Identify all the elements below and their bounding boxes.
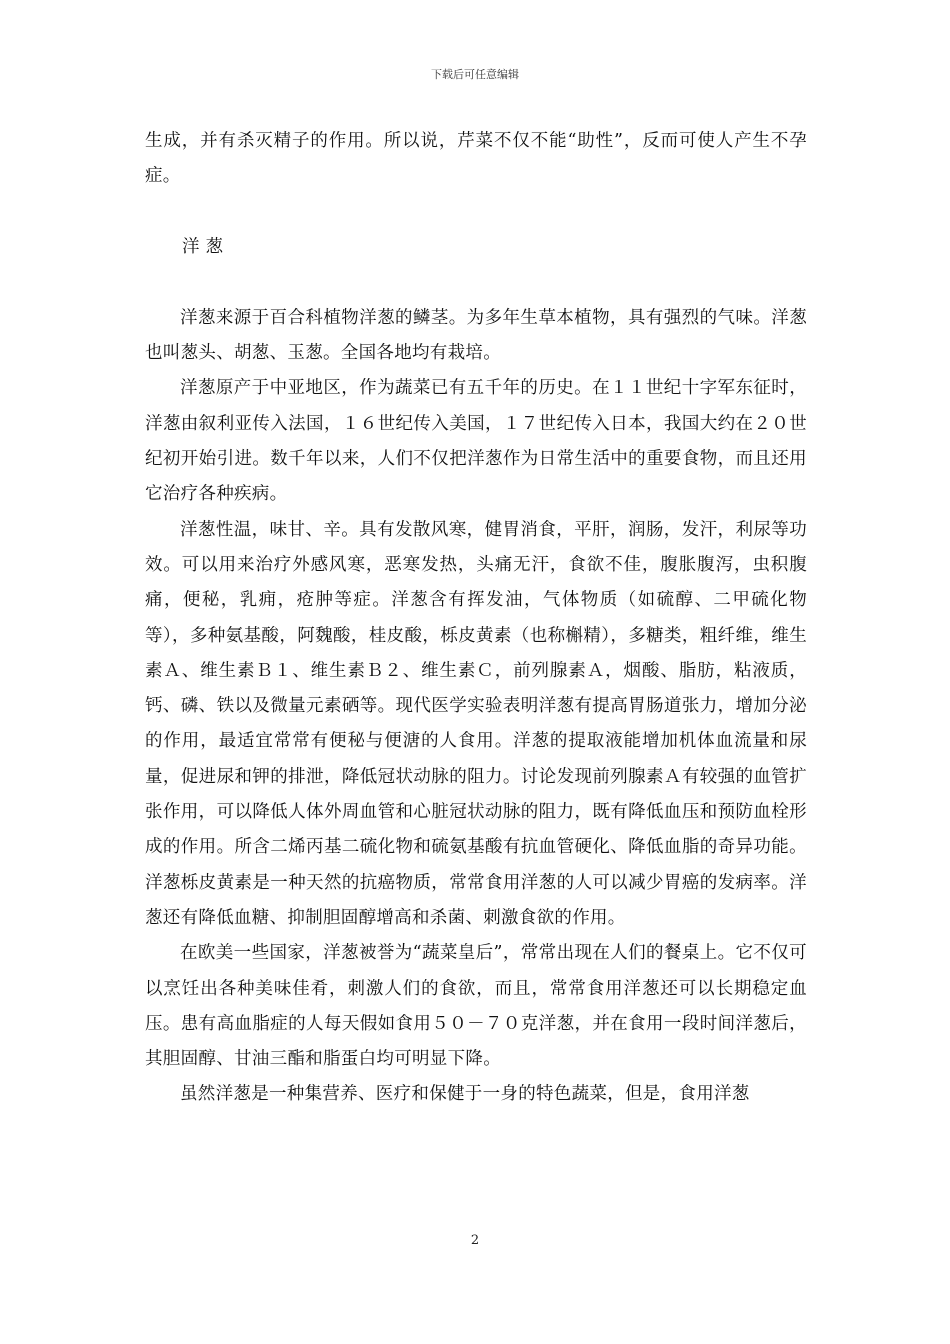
paragraph-4: 在欧美一些国家，洋葱被誉为“蔬菜皇后”，常常出现在人们的餐桌上。它不仅可以烹饪出各种美味佳肴，刺激人们的食欲，而且，常常食用洋葱还可以长期稳定血压。患有高血脂症的人每天假如食用５０－７０克洋葱，并在食用一段时间洋葱后，其胆固醇、甘油三酯和脂蛋白均可明显下降。: [145, 943, 807, 1070]
paragraph-5: 虽然洋葱是一种集营养、医疗和保健于一身的特色蔬菜，但是，食用洋葱: [180, 1084, 750, 1105]
section-heading: 洋葱: [182, 236, 229, 257]
spacer: [145, 265, 807, 301]
paragraph-intro: 生成，并有杀灭精子的作用。所以说，芹菜不仅不能“助性”，反而可使人产生不孕症。: [145, 131, 807, 187]
paragraph-1: 洋葱来源于百合科植物洋葱的鳞茎。为多年生草本植物，具有强烈的气味。洋葱也叫葱头、胡葱、玉葱。全国各地均有栽培。: [145, 307, 807, 364]
spacer: [145, 195, 807, 230]
paragraph-2: 洋葱原产于中亚地区，作为蔬菜已有五千年的历史。在１１世纪十字军东征时，洋葱由叙利亚传入法国，１６世纪传入美国，１７世纪传入日本，我国大约在２０世纪初开始引进。数千年以来，人们不仅把洋葱作为日常生活中的重要食物，而且还用它治疗各种疾病。: [145, 378, 807, 505]
paragraph-3: 洋葱性温，味甘、辛。具有发散风寒，健胃消食，平肝，润肠，发汗，利尿等功效。可以用来治疗外感风寒，恶寒发热，头痛无汗，食欲不佳，腹胀腹泻，虫积腹痛，便秘，乳痈，疮肿等症。洋葱含有挥发油，气体物质（如硫醇、二甲硫化物等），多种氨基酸，阿魏酸，桂皮酸，栎皮黄素（也称槲精），多糖类，粗纤维，维生素Ａ、维生素Ｂ１、维生素Ｂ２、维生素Ｃ，前列腺素Ａ，烟酸、脂肪，粘液质，钙、磷、铁以及微量元素硒等。现代医学实验表明洋葱有提高胃肠道张力，增加分泌的作用，最适宜常常有便秘与便溏的人食用。洋葱的提取液能增加机体血流量和尿量，促进尿和钾的排泄，降低冠状动脉的阻力。讨论发现前列腺素Ａ有较强的血管扩张作用，可以降低人体外周血管和心脏冠状动脉的阻力，既有降低血压和预防血栓形成的作用。所含二烯丙基二硫化物和硫氨基酸有抗血管硬化、降低血脂的奇异功能。洋葱栎皮黄素是一种天然的抗癌物质，常常食用洋葱的人可以减少胃癌的发病率。洋葱还有降低血糖、抑制胆固醇增高和杀菌、刺激食欲的作用。: [145, 519, 807, 928]
page-header: 下载后可任意编辑: [431, 68, 519, 81]
page-number: 2: [470, 1233, 480, 1248]
document-body: [145, 124, 807, 1113]
